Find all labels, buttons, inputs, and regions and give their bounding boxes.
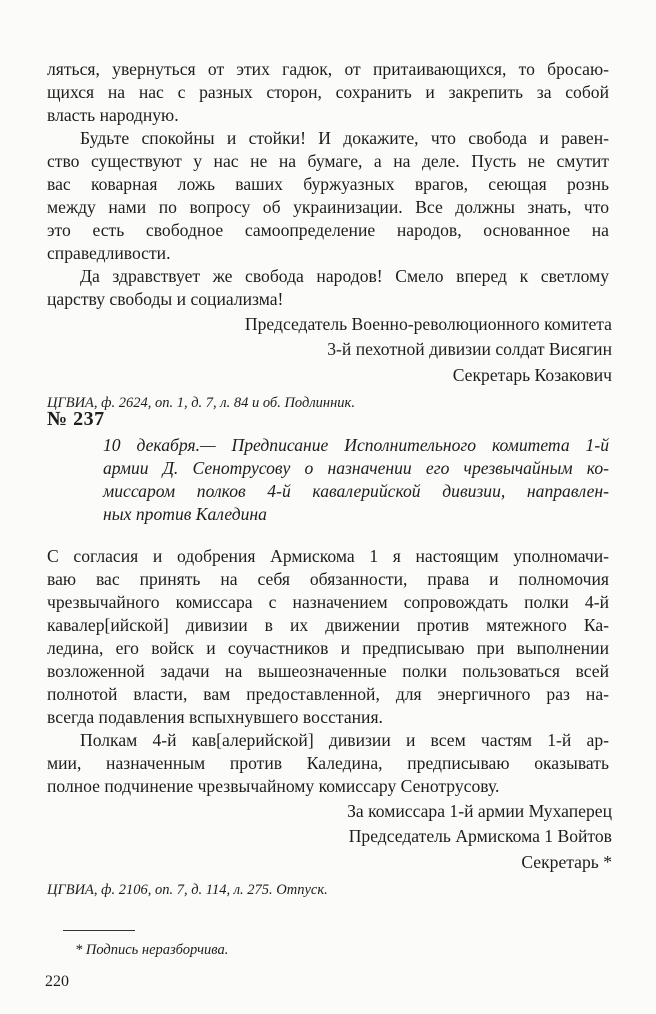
text-line: всегда подавления вспыхнувшего восстания. xyxy=(47,707,383,727)
document-heading-line: ных против Каледина xyxy=(103,504,267,524)
text-line: ство существуют у нас не на бумаге, а на деле. Пусть не смутит xyxy=(47,151,609,171)
footnote: * Подпись неразборчива. xyxy=(75,942,229,958)
text-line: вас коварная ложь ваших буржуазных врагов, сеющая рознь xyxy=(47,174,609,194)
document-heading-line: армии Д. Сенотрусову о назначении его чрезвычайным ко- xyxy=(103,458,609,478)
signature-line: Председатель Армискома 1 Войтов xyxy=(348,826,612,846)
document-heading-line: 10 декабря.— Предписание Исполнительного комитета 1-й xyxy=(103,435,609,455)
signature-line: Председатель Военно-революционного комитета xyxy=(244,314,612,334)
signature-line: Секретарь Козакович xyxy=(452,365,612,385)
text-line: ваю вас принять на себя обязанности, права и полномочия xyxy=(47,569,609,589)
text-line: С согласия и одобрения Армискома 1 я настоящим уполномачи- xyxy=(47,546,609,566)
text-line: ледина, его войск и соучастников и предписываю при выполнении xyxy=(47,638,609,658)
signature-line: За комиссара 1-й армии Мухаперец xyxy=(347,801,612,821)
document-number: № 237 xyxy=(47,408,105,430)
text-line: кавалер[ийской] дивизии в их движении против мятежного Ка- xyxy=(47,615,609,635)
document-heading-line: миссаром полков 4-й кавалерийской дивизии, направлен- xyxy=(103,481,609,501)
text-line: ляться, увернуться от этих гадюк, от притаивающихся, то бросаю- xyxy=(47,59,609,79)
text-line: чрезвычайного комиссара с назначением сопровождать полки 4-й xyxy=(47,592,609,612)
signature-line: 3-й пехотной дивизии солдат Висягин xyxy=(327,339,612,359)
page-number: 220 xyxy=(45,973,69,990)
archive-source: ЦГВИА, ф. 2106, оп. 7, д. 114, л. 275. Отпуск. xyxy=(47,882,328,898)
text-line: царству свободы и социализма! xyxy=(47,289,284,309)
text-line: Будьте спокойны и стойки! И докажите, что свобода и равен- xyxy=(80,128,609,148)
text-line: мии, назначенным против Каледина, предписываю оказывать xyxy=(47,753,609,773)
text-line: это есть свободное самоопределение народов, основанное на xyxy=(47,220,609,240)
text-line: щихся на нас с разных сторон, сохранить и закрепить за собой xyxy=(47,82,609,102)
text-line: Полкам 4-й кав[алерийской] дивизии и всем частям 1-й ар- xyxy=(80,730,609,750)
archive-source: ЦГВИА, ф. 2624, оп. 1, д. 7, л. 84 и об. Подлинник. xyxy=(47,395,355,411)
footnote-divider xyxy=(63,930,135,931)
text-line: Да здравствует же свобода народов! Смело вперед к светлому xyxy=(80,266,609,286)
text-line: власть народную. xyxy=(47,105,179,125)
text-line: между нами по вопросу об украинизации. Все должны знать, что xyxy=(47,197,609,217)
text-line: полное подчинение чрезвычайному комиссару Сенотрусову. xyxy=(47,776,500,796)
signature-line: Секретарь * xyxy=(521,852,612,872)
text-line: полнотой власти, вам предоставленной, для энергичного раз на- xyxy=(47,684,609,704)
text-line: возложенной задачи на вышеозначенные полки пользоваться всей xyxy=(47,661,609,681)
text-line: справедливости. xyxy=(47,243,171,263)
